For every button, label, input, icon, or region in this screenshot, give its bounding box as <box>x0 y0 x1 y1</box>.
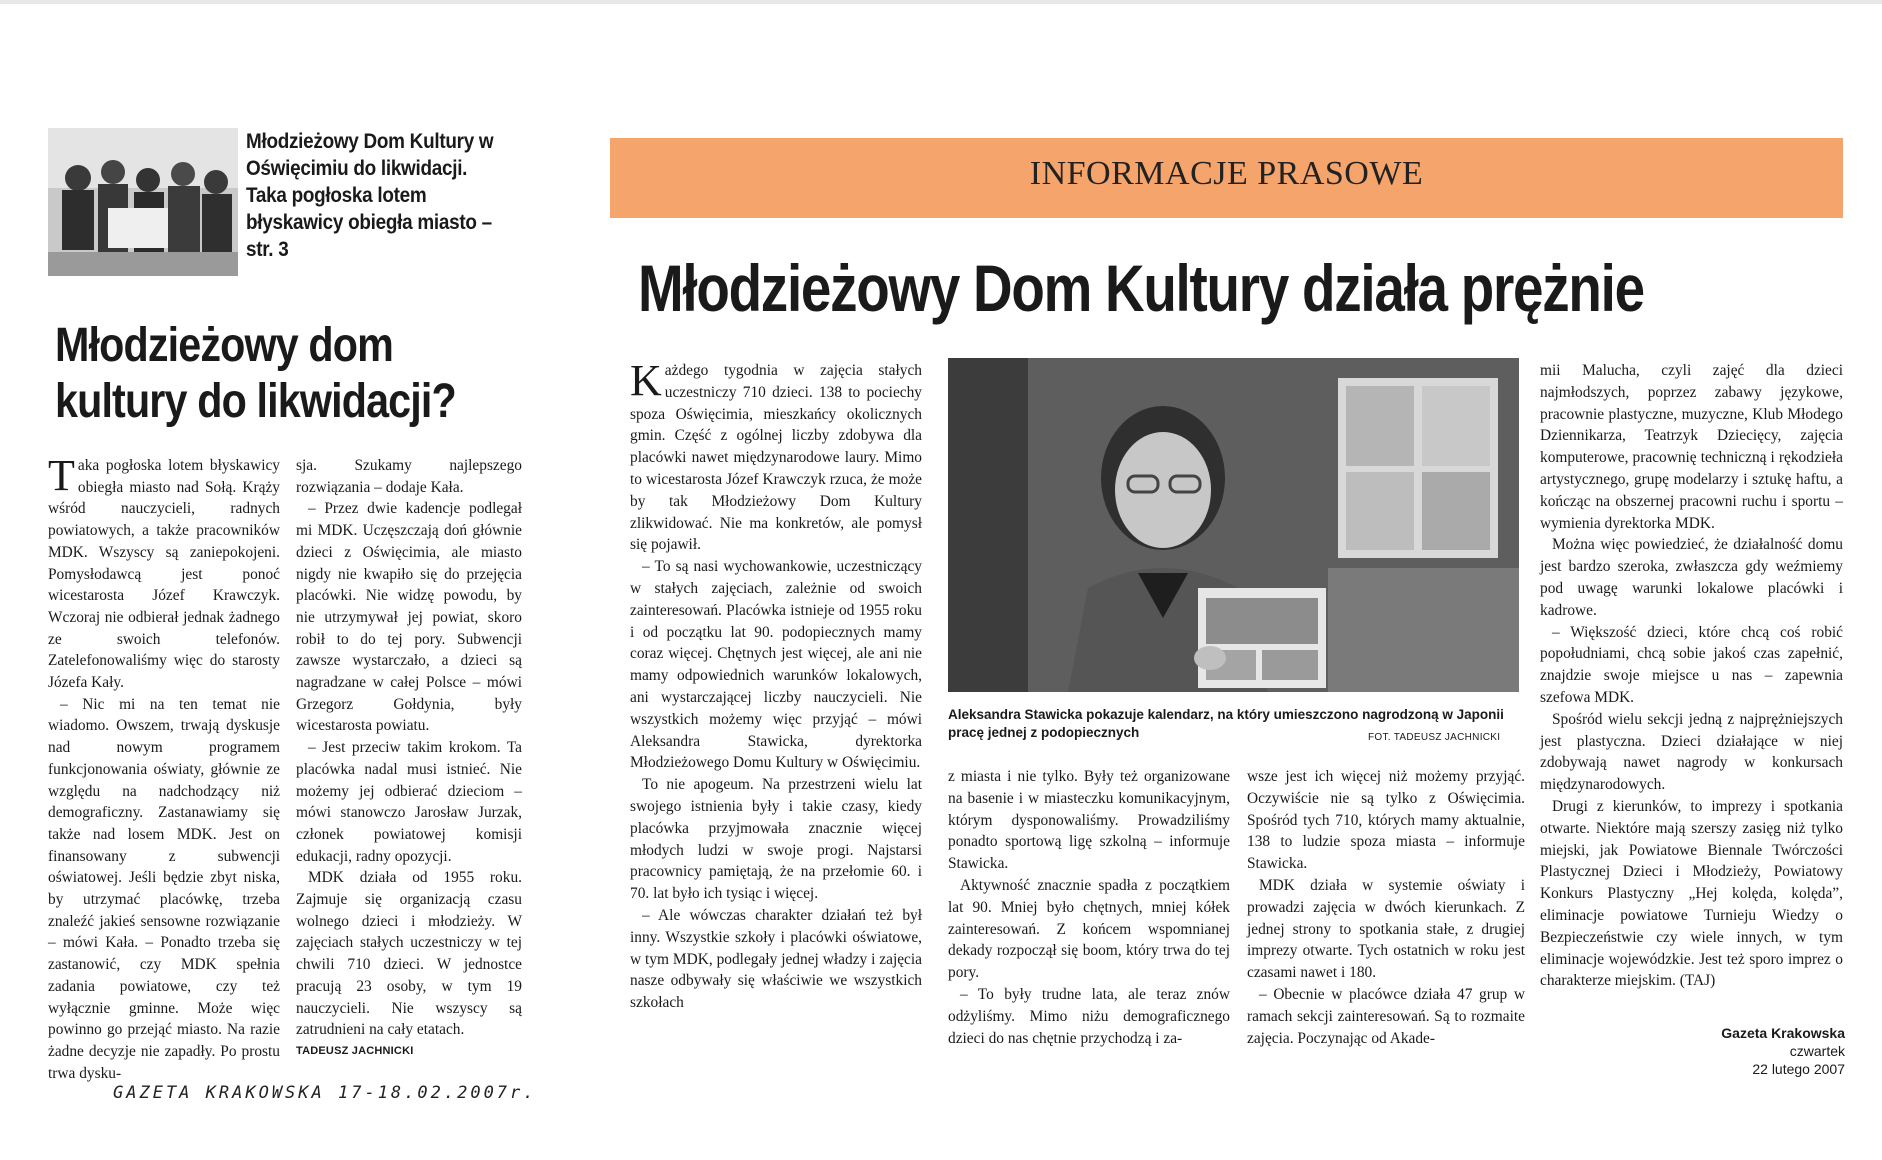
handwritten-note: GAZETA KRAKOWSKA 17-18.02.2007r. <box>113 1083 537 1103</box>
photo-credit: FOT. TADEUSZ JACHNICKI <box>1368 732 1501 743</box>
paragraph: aka pogłoska lotem błyskawicy obiegła miasto nad Sołą. Krąży wśród nauczycieli, radnych powiatowych, a także pracowników MDK. Wszyscy są zaniepokojeni. Pomysłodawcą jest ponoć wicestarosta Józef Krawczyk. Wczoraj nie odbierał jednak żadnego ze swoich telefonów. Zatelefonowaliśmy więc do starosty Józefa Kały. <box>48 457 280 692</box>
right-column-4 <box>1540 360 1843 992</box>
paragraph: Drugi z kierunków, to imprezy i spotkania otwarte. Niektóre mają szerszy zasięg niż tylko miejski, jak Powiatowe Biennale Twórczości Plastycznej Dzieci i Młodzieży, Powiatowy Konkurs Plastyczny „Hej kolęda, kolęda”, eliminacje powiatowe Turnieju Wiedzy o Bezpieczeństwie czy wiele innych, w tym eliminacje wojewódzkie. Jest też sporo imprez o charakterze miejskim. (TAJ) <box>1540 797 1843 990</box>
paragraph: – Ale wówczas charakter działań też był inny. Wszystkie szkoły i placówki oświatowe, w tym MDK, podlegały jednej władzy i zajęcia nasze odbywały się właściwie we wszystkich szkołach <box>630 906 922 1012</box>
photo-caption: Aleksandra Stawicka pokazuje kalendarz, na który umieszczono nagrodzoną w Japonii pracę jednej z podopiecznych <box>948 707 1504 740</box>
paragraph: MDK działa od 1955 roku. Zajmuje się organizacją czasu wolnego dzieci i młodzieży. W zajęciach stałych uczestniczy w tej chwili 710 dzieci. W jednostce pracują 23 osoby, w tym 19 nauczycieli. Nie wszyscy są zatrudnieni na cały etatach. <box>296 869 522 1039</box>
right-column-1 <box>630 356 922 1014</box>
left-headline-line1: Młodzieżowy dom <box>55 319 393 372</box>
source-date: 22 lutego 2007 <box>1752 1061 1845 1077</box>
source-day: czwartek <box>1789 1043 1845 1059</box>
right-headline: Młodzieżowy Dom Kultury działa prężnie <box>638 251 1644 325</box>
paragraph: MDK działa w systemie oświaty i prowadzi zajęcia w dwóch kierunkach. Z jednej strony to spotkania stałe, z drugiej imprezy otwarte. Tych ostatnich w roku jest czasami nawet i 180. <box>1247 876 1525 982</box>
paragraph: mii Malucha, czyli zajęć dla dzieci najmłodszych, poprzez zabawy językowe, pracownie plastyczne, muzyczne, Klub Młodego Dziennikarza, Teatrzyk Dziecięcy, zajęcia komputerowe, pracownię techniczną i rękodzieła artystycznego, grupę modelarzy i sztukę haftu, a kończąc na obszernej pracowni ruchu i sportu – wymienia dyrektorka MDK. <box>1540 362 1843 532</box>
paragraph: – Jest przeciw takim krokom. Ta placówka nadal musi istnieć. Nie możemy jej odbierać dzieciom – mówi stanowczo Jarosław Jurzak, członek powiatowej komisji edukacji, radny opozycji. <box>296 739 522 865</box>
left-column-1 <box>48 451 280 1084</box>
scan-edge <box>0 0 1882 4</box>
paragraph: sja. Szukamy najlepszego rozwiązania – dodaje Kała. <box>296 457 522 496</box>
paragraph: Spośród wielu sekcji jedną z najprężniejszych jest plastyczna. Dzieci działające w niej zdobywają nawet nagrody w konkursach międzynarodowych. <box>1540 710 1843 794</box>
paragraph: – Obecnie w placówce działa 47 grup w ramach sekcji zainteresowań. Są to rozmaite zajęcia. Poczynając od Akade- <box>1247 985 1525 1047</box>
paragraph: z miasta i nie tylko. Były też organizowane na basenie i w miasteczku komunikacyjnym, którym dysponowaliśmy. Prowadziliśmy ponadto sportową ligę szkolną – informuje Stawicka. <box>948 768 1230 873</box>
paragraph: – To są nasi wychowankowie, uczestniczący w stałych zajęciach, zależnie od swoich zainteresowań. Placówka istnieje od 1955 roku i od początku lat 90. podopiecznych mamy coraz więcej. Chętnych jest więcej, ale ani nie mamy odpowiednich warunków lokalowych, ani wystarczającej liczby nauczycieli. Nie wszystkich możemy więc przyjąć – mówi Aleksandra Stawicka, dyrektorka Młodzieżowego Domu Kultury w Oświęcimiu. <box>630 558 922 772</box>
source-block <box>1635 1024 1845 1078</box>
paragraph: Aktywność znacznie spadła z początkiem lat 90. Mniej było chętnych, mniej kółek zainteresowań. Z końcem wspomnianej dekady rozpoczął się boom, który trwa do tej pory. <box>948 876 1230 982</box>
dropcap: K <box>630 356 662 405</box>
right-column-3 <box>1247 766 1525 1049</box>
paragraph: wsze jest ich więcej niż możemy przyjąć. Oczywiście nie są tylko z Oświęcimia. Spośród tych 710, których mamy aktualnie, 138 to ludzie spoza miasta – informuje Stawicka. <box>1247 768 1525 873</box>
right-column-2 <box>948 766 1230 1049</box>
left-headline <box>55 318 485 430</box>
teaser-text: Młodzieżowy Dom Kultury w Oświęcimiu do likwidacji. Taka pogłoska lotem błyskawicy obiegła miasto –str. 3 <box>246 130 494 261</box>
teaser-photo <box>48 128 238 276</box>
dropcap: T <box>48 451 75 500</box>
paragraph: Można więc powiedzieć, że działalność domu jest bardzo szeroka, zwłaszcza gdy weźmiemy pod uwagę warunki lokalowe placówki i kadrowe. <box>1540 536 1843 619</box>
paragraph: ażdego tygodnia w zajęcia stałych uczestniczy 710 dzieci. 138 to pociechy spoza Oświęcimia, mieszkańcy okolicznych gmin. Część z ogólnej liczby zdobywa dla placówki nawet międzynarodowe laury. Mimo to wicestarosta Józef Krawczyk rzuca, że może by tak Młodzieżowy Dom Kultury zlikwidować. Nie ma konkretów, ale pomysł się pojawił. <box>630 362 922 554</box>
paragraph: – Większość dzieci, które chcą coś robić popołudniami, chcą sobie jakoś czas zapełnić, znajdzie swoje miejsce u nas – zapewnia szefowa MDK. <box>1540 623 1843 706</box>
article-photo <box>948 358 1519 692</box>
paragraph: – Przez dwie kadencje podlegał mi MDK. Uczęszczają doń głównie dzieci z Oświęcimia, ale miasto nigdy nie kwapiło się do przejęcia placówki. Nie widzę powodu, by nie utrzymywał jej powiat, skoro robił to do tej pory. Subwencji zawsze wystarczało, a dzieci są nagradzane w całej Polsce – mówi Grzegorz Gołdynia, były wicestarosta powiatu. <box>296 500 522 735</box>
banner-label: INFORMACJE PRASOWE <box>1029 155 1424 192</box>
left-column-2 <box>296 455 522 1063</box>
left-headline-line2: kultury do likwidacji? <box>55 375 456 428</box>
byline: TADEUSZ JACHNICKI <box>296 1044 414 1057</box>
paragraph: – Nic mi na ten temat nie wiadomo. Owszem, trwają dyskusje nad nowym programem funkcjonowania oświaty, głównie ze względu na nadchodzący niż demograficzny. Zastanawiamy się także nad losem MDK. Jest on finansowany z subwencji oświatowej. Jeśli będzie zbyt niska, by utrzymać placówkę, trzeba znaleźć jakieś sensowne rozwiązanie – mówi Kała. – Ponadto trzeba się zastanowić, czy MDK spełnia zadania powiatowe, czy też wyłącznie gminne. Może więc powinno go przejąć miasto. Na razie żadne decyzje nie zapadły. Po prostu trwa dysku- <box>48 695 280 1082</box>
paragraph: To nie apogeum. Na przestrzeni wielu lat swojego istnienia były i takie czasy, kiedy placówka przyjmowała znacznie więcej młodych ludzi w swoje progi. Najstarsi pracownicy pamiętają, że na przełomie 60. i 70. lat było ich tysiąc i więcej. <box>630 776 922 903</box>
source-name: Gazeta Krakowska <box>1721 1025 1845 1041</box>
paragraph: – To były trudne lata, ale teraz znów odżyliśmy. Mimo niżu demograficznego dzieci do nas chętnie przychodzą i za- <box>948 985 1230 1047</box>
